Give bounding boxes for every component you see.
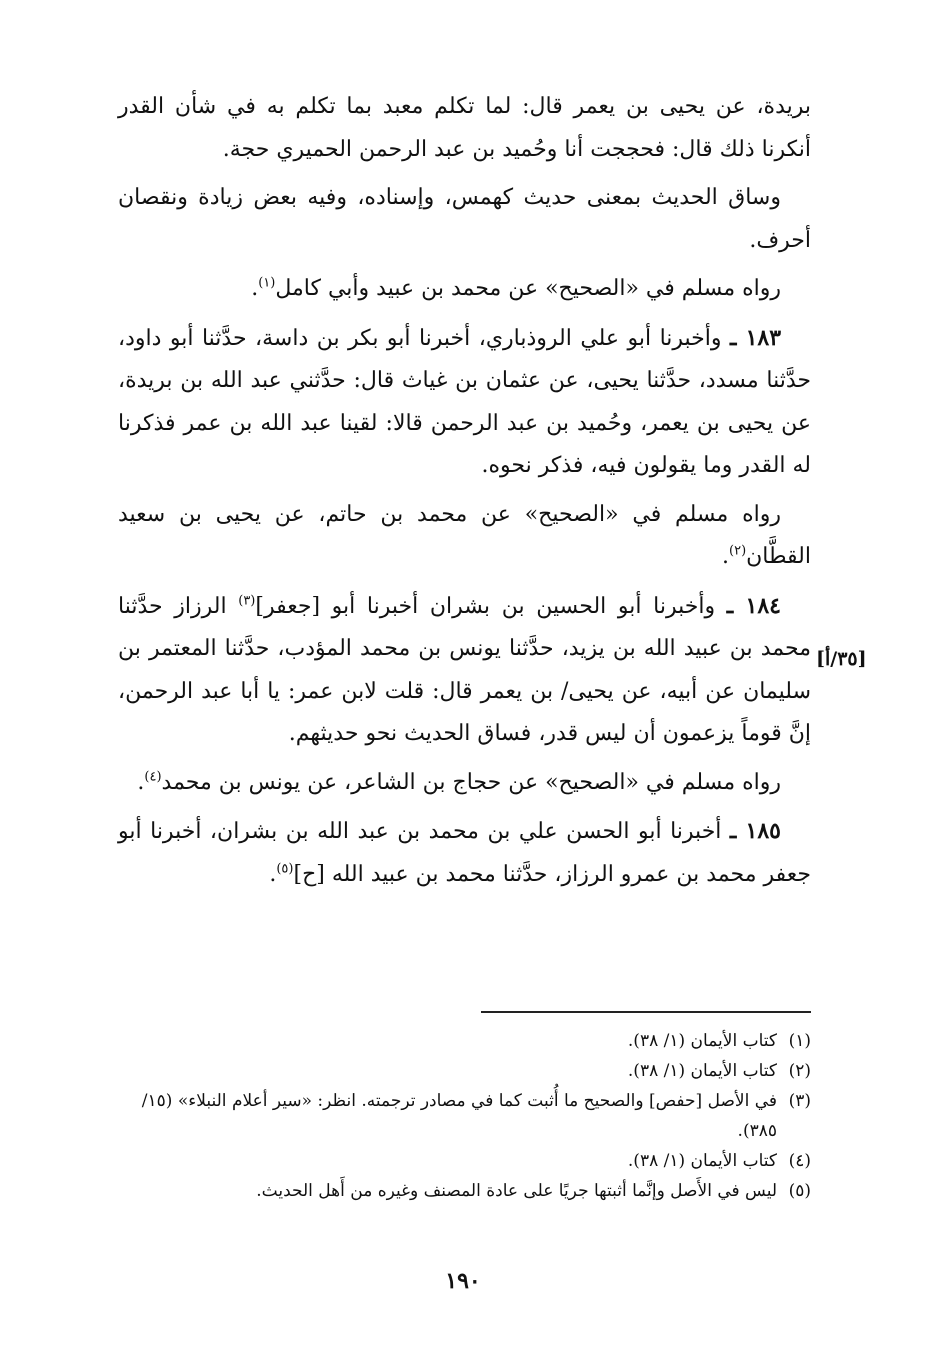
footnote-reference[interactable]: (٢)	[729, 543, 747, 559]
paragraph	[118, 585, 811, 756]
paragraph-tail: الرزاز حدَّثنا محمد بن عبيد الله بن يزيد، حدَّثنا يونس بن محمد المؤدب، حدَّثنا المعتمر بن سليمان عن أبيه، عن يحيى/ بن يعمر قال: قلت لابن عمر: يا أبا عبد الرحمن، إنَّ قوماً يزعمون أن ليس قدر، فساق الحديث نحو حديثهم.	[118, 593, 811, 746]
paragraph-text: رواه مسلم في «الصحيح» عن محمد بن عبيد وأبي كامل	[275, 276, 781, 301]
footnote	[118, 1026, 811, 1056]
paragraph	[118, 762, 811, 805]
footnote-reference[interactable]: (٥)	[276, 861, 294, 877]
footnote-number: (٥)	[788, 1181, 811, 1201]
paragraph-text: وساق الحديث بمعنى حديث كهمس، وإسناده، وفيه بعض زيادة ونقصان أحرف.	[118, 185, 811, 253]
footnote	[118, 1086, 811, 1146]
footnote-number: (٢)	[788, 1061, 811, 1081]
hadith-number: ١٨٣ ـ	[729, 324, 782, 351]
paragraph	[118, 177, 811, 262]
paragraph-text: وأخبرنا أبو الحسين بن بشران أخبرنا أبو [جعفر]	[255, 593, 716, 619]
paragraph-text: وأخبرنا أبو علي الروذباري، أخبرنا أبو بكر بن داسة، حدَّثنا أبو داود، حدَّثنا مسدد، حدَّثنا يحيى، عن عثمان بن غياث قال: حدَّثني عبد الله بن بريدة، عن يحيى بن يعمر، وحُميد بن عبد الرحمن قالا: لقينا عبد الله بن عمر فذكرنا له القدر وما يقولون فيه، فذكر نحوه.	[118, 325, 811, 478]
manuscript-folio-note: [٣٥/أ]	[816, 648, 867, 670]
footnote-number: (١)	[788, 1031, 811, 1051]
footnote-text: ليس في الأَصل وإنَّما أثبتها جريًا على عادة المصنف وغيره من أَهل الحديث.	[256, 1181, 777, 1201]
paragraph-text: رواه مسلم في «الصحيح» عن حجاج بن الشاعر، عن يونس بن محمد	[161, 769, 781, 795]
footnote	[118, 1056, 811, 1086]
footnote-reference[interactable]: (١)	[258, 275, 276, 291]
footnote-text: كتاب الأيمان (١/ ٣٨).	[627, 1151, 777, 1171]
footnote	[118, 1146, 811, 1176]
footnote-text: كتاب الأيمان (١/ ٣٨).	[627, 1061, 777, 1081]
paragraph-tail: .	[251, 276, 259, 301]
paragraph	[118, 268, 811, 311]
footnote-text: كتاب الأيمان (١/ ٣٨).	[627, 1031, 777, 1051]
paragraph-text: رواه مسلم في «الصحيح» عن محمد بن حاتم، عن يحيى بن سعيد القطَّان	[118, 501, 811, 569]
hadith-number: ١٨٥ ـ	[729, 818, 781, 844]
footnote-reference[interactable]: (٣)	[238, 593, 256, 609]
paragraph-text: بريدة، عن يحيى بن يعمر قال: لما تكلم معبد بما تكلم به في شأن القدر أنكرنا ذلك قال: فحججت أنا وحُميد بن عبد الرحمن الحميري حجة.	[118, 94, 811, 162]
paragraph-tail: .	[137, 769, 145, 795]
footnote-reference[interactable]: (٤)	[144, 769, 162, 785]
paragraph	[118, 317, 811, 488]
paragraph-text: أخبرنا أبو الحسن علي بن محمد بن عبد الله بن بشران، أخبرنا أبو جعفر محمد بن عمرو الرزاز، حدَّثنا محمد بن عبيد الله [ح]	[118, 819, 811, 887]
footnotes	[118, 1026, 811, 1206]
paragraph	[118, 86, 811, 171]
footnote	[118, 1176, 811, 1206]
footnote-number: (٤)	[788, 1151, 811, 1171]
page-number: ١٩٠	[445, 1268, 481, 1294]
main-text	[118, 86, 811, 902]
paragraph-tail: .	[269, 861, 277, 887]
paragraph-tail: .	[722, 544, 729, 569]
paragraph	[118, 494, 811, 579]
footnote-separator	[481, 1011, 811, 1013]
footnote-text: في الأصل [حفص] والصحيح ما أُثبت كما في مصادر ترجمته. انظر: «سير أعلام النبلاء» (١٥/ ٣٨٥).	[141, 1091, 777, 1141]
hadith-number: ١٨٤ ـ	[726, 592, 781, 619]
paragraph	[118, 810, 811, 896]
footnote-number: (٣)	[788, 1091, 811, 1111]
